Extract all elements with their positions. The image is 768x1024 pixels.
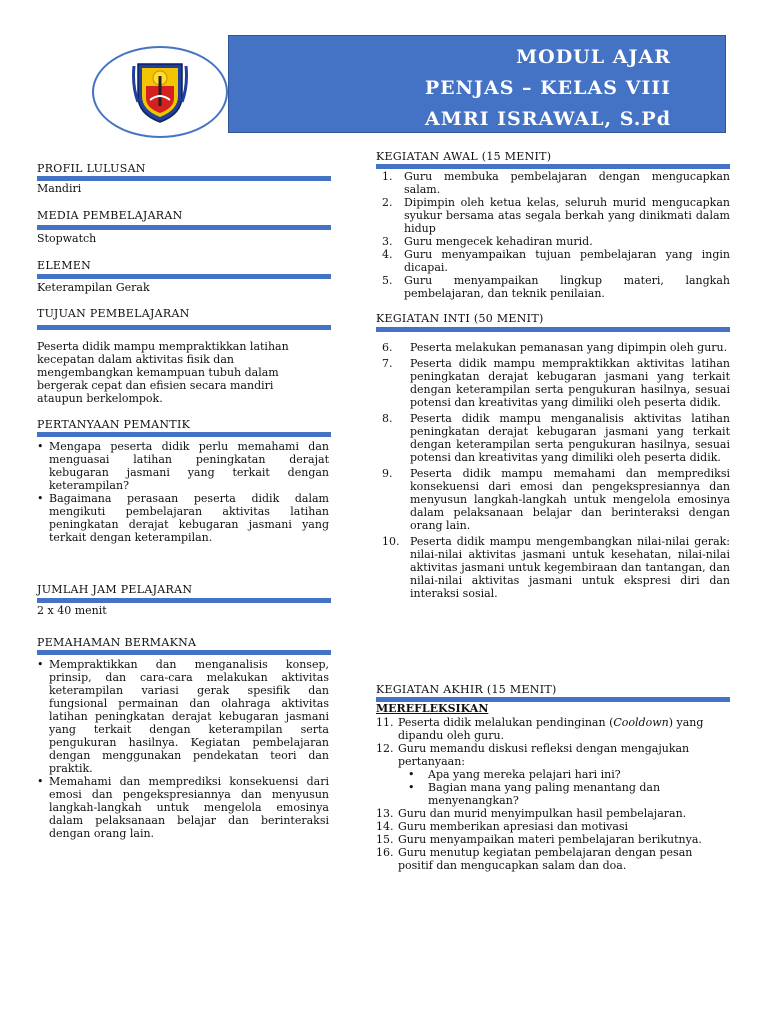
jam-value: 2 x 40 menit	[37, 604, 107, 617]
item-number: 9.	[382, 467, 393, 480]
item-number: 7.	[382, 357, 393, 370]
item-number: 13.	[376, 807, 394, 820]
pemantik-title: PERTANYAAN PEMANTIK	[37, 418, 191, 431]
media-value: Stopwatch	[37, 232, 97, 245]
item-text: Peserta didik mampu mempraktikkan aktivitas latihan peningkatan derajat kebugaran jasmani yang terkait dengan keterampilan serta pengukuran hasilnya, sesuai potensi dan kreativitas yang dimiliki oleh peserta didik.	[410, 357, 730, 409]
item-text: Guru membuka pembelajaran dengan mengucapkan salam.	[404, 170, 730, 196]
header-title: MODUL AJAR	[516, 46, 671, 68]
item-text: Guru memberikan apresiasi dan motivasi	[398, 820, 629, 833]
list-item	[376, 467, 730, 532]
item-text: Guru menutup kegiatan pembelajaran dengan pesan positif dan mengucapkan salam dan doa.	[398, 846, 693, 872]
item-text: Guru menyampaikan materi pembelajaran berikutnya.	[398, 833, 702, 846]
list-item	[376, 833, 728, 846]
item-number: 6.	[382, 341, 393, 354]
list-item	[376, 248, 730, 274]
item-number: 8.	[382, 412, 393, 425]
item-number: 15.	[376, 833, 394, 846]
item-text: Guru menyampaikan tujuan pembelajaran yang ingin dicapai.	[404, 248, 730, 274]
list-item-text: Mengapa peserta didik perlu memahami dan menguasai latihan peningkatan derajat kebugaran jasmani yang terkait dengan keterampilan?	[49, 440, 329, 492]
list-item-text: Bagaimana perasaan peserta didik dalam mengikuti pembelajaran aktivitas latihan peningkatan derajat kebugaran jasmani yang terkait dengan keterampilan.	[49, 492, 329, 544]
list-item	[376, 846, 728, 872]
list-item	[376, 412, 730, 464]
list-item: • Apa yang mereka pelajari hari ini?	[408, 768, 621, 781]
pemahaman-title: PEMAHAMAN BERMAKNA	[37, 636, 197, 649]
item-number: 12.	[376, 742, 394, 755]
header-banner	[228, 35, 726, 133]
logo-oval	[92, 46, 228, 138]
list-item	[376, 235, 730, 248]
jam-divider	[37, 598, 331, 603]
list-item	[376, 196, 730, 235]
item-number: 1.	[382, 170, 393, 183]
item-text: Guru dan murid menyimpulkan hasil pembelajaran.	[398, 807, 687, 820]
media-title: MEDIA PEMBELAJARAN	[37, 209, 183, 222]
profil-divider	[37, 176, 331, 181]
list-item	[376, 535, 730, 600]
list-item	[376, 820, 728, 833]
item-number: 3.	[382, 235, 393, 248]
list-item	[376, 341, 730, 354]
awal-title: KEGIATAN AWAL (15 MENIT)	[376, 150, 552, 163]
item-text: Peserta didik melalukan pendinginan (	[398, 716, 614, 729]
list-item	[376, 742, 728, 807]
regency-crest-icon	[132, 56, 188, 126]
pemantik-list	[37, 440, 329, 544]
header-author: AMRI ISRAWAL, S.Pd	[425, 108, 671, 130]
tujuan-title: TUJUAN PEMBELAJARAN	[37, 307, 190, 320]
item-number: 16.	[376, 846, 394, 859]
list-item: • Bagian mana yang paling menantang dan menyenangkan?	[408, 781, 661, 807]
item-text: Peserta didik mampu memahami dan memprediksi konsekuensi dari emosi dan pengekspresiannya dan menyusun langkah-langkah untuk mengelola emosinya dalam pelaksanaan belajar dan berinteraksi dengan orang lain.	[410, 467, 730, 532]
item-text: Guru menyampaikan lingkup materi, langkah pembelajaran, dan teknik penilaian.	[404, 274, 730, 300]
list-item	[376, 170, 730, 196]
list-item: • Mengapa peserta didik perlu memahami dan menguasai latihan peningkatan derajat kebugaran jasmani yang terkait dengan keterampilan?	[37, 440, 329, 492]
item-text: Peserta didik mampu mengembangkan nilai-nilai gerak: nilai-nilai aktivitas jasmani untuk kesehatan, nilai-nilai aktivitas jasmani untuk kegembiraan dan tantangan, dan nilai-nilai aktivitas jasmani untuk ekspresi diri dan interaksi sosial.	[410, 535, 730, 600]
item-number: 4.	[382, 248, 393, 261]
akhir-list	[376, 716, 728, 872]
tujuan-divider	[37, 325, 331, 330]
merefleksikan-subhead: MEREFLEKSIKAN	[376, 702, 489, 715]
elemen-title: ELEMEN	[37, 259, 92, 272]
list-item-text: Memahami dan memprediksi konsekuensi dari emosi dan pengekspresiannya dan menyusun langkah-langkah untuk mengelola emosinya dalam pelaksanaan belajar dan berinteraksi dengan orang lain.	[49, 775, 329, 840]
profil-value: Mandiri	[37, 182, 82, 195]
inti-divider	[376, 327, 730, 332]
item-text: Bagian mana yang paling menantang dan menyenangkan?	[428, 781, 661, 807]
awal-divider	[376, 164, 730, 169]
item-text: Peserta didik mampu menganalisis aktivitas latihan peningkatan derajat kebugaran jasmani yang terkait dengan keterampilan serta pengukuran hasilnya, sesuai potensi dan kreativitas yang dimiliki oleh peserta didik.	[410, 412, 730, 464]
akhir-title: KEGIATAN AKHIR (15 MENIT)	[376, 683, 557, 696]
elemen-value: Keterampilan Gerak	[37, 281, 150, 294]
item-number: 14.	[376, 820, 394, 833]
list-item	[376, 274, 730, 300]
media-divider	[37, 225, 331, 230]
pemahaman-list	[37, 658, 329, 840]
pemahaman-divider	[37, 650, 331, 655]
list-item: • Memahami dan memprediksi konsekuensi dari emosi dan pengekspresiannya dan menyusun langkah-langkah untuk mengelola emosinya dalam pelaksanaan belajar dan berinteraksi dengan orang lain.	[37, 775, 329, 840]
item-number: 5.	[382, 274, 393, 287]
item-text: Peserta melakukan pemanasan yang dipimpin oleh guru.	[410, 341, 728, 354]
inti-title: KEGIATAN INTI (50 MENIT)	[376, 312, 544, 325]
item-text: Guru mengecek kehadiran murid.	[404, 235, 593, 248]
header-subject: PENJAS – KELAS VIII	[424, 77, 671, 99]
list-item	[376, 357, 730, 409]
item-text: Apa yang mereka pelajari hari ini?	[428, 768, 621, 781]
pemantik-divider	[37, 432, 331, 437]
item-number: 10.	[382, 535, 400, 548]
item-text: Guru memandu diskusi refleksi dengan mengajukan pertanyaan:	[398, 742, 690, 768]
jam-title: JUMLAH JAM PELAJARAN	[37, 583, 193, 596]
inti-list	[376, 341, 730, 603]
item-text-italic: Cooldown	[613, 716, 669, 729]
list-item: • Mempraktikkan dan menganalisis konsep, prinsip, dan cara-cara melakukan aktivitas keterampilan variasi gerak spesifik dan fungsional permainan dan olahraga aktivitas latihan peningkatan derajat kebugaran jasmani yang terkait dengan keterampilan serta pengukuran hasilnya. Kegiatan pembelajaran dengan menggunakan pendekatan teori dan praktik.	[37, 658, 329, 775]
item-number: 2.	[382, 196, 393, 209]
reflection-questions	[398, 768, 728, 807]
tujuan-text: Peserta didik mampu mempraktikkan latihan kecepatan dalam aktivitas fisik dan mengembangkan kemampuan tubuh dalam bergerak cepat dan efisien secara mandiri ataupun berkelompok.	[37, 340, 289, 405]
item-text: ) yang dipandu oleh guru.	[398, 716, 704, 742]
list-item	[376, 716, 728, 742]
awal-list	[376, 170, 730, 300]
item-number: 11.	[376, 716, 394, 729]
list-item	[376, 807, 728, 820]
item-text: Dipimpin oleh ketua kelas, seluruh murid mengucapkan syukur bersama atas segala berkah yang dinikmati dalam hidup	[404, 196, 730, 235]
list-item-text: Mempraktikkan dan menganalisis konsep, prinsip, dan cara-cara melakukan aktivitas keterampilan variasi gerak spesifik dan fungsional permainan dan olahraga aktivitas latihan peningkatan derajat kebugaran jasmani yang terkait dengan keterampilan serta pengukuran hasilnya. Kegiatan pembelajaran dengan menggunakan pendekatan teori dan praktik.	[49, 658, 329, 775]
profil-title: PROFIL LULUSAN	[37, 162, 146, 175]
elemen-divider	[37, 274, 331, 279]
list-item: • Bagaimana perasaan peserta didik dalam mengikuti pembelajaran aktivitas latihan peningkatan derajat kebugaran jasmani yang terkait dengan keterampilan.	[37, 492, 329, 544]
